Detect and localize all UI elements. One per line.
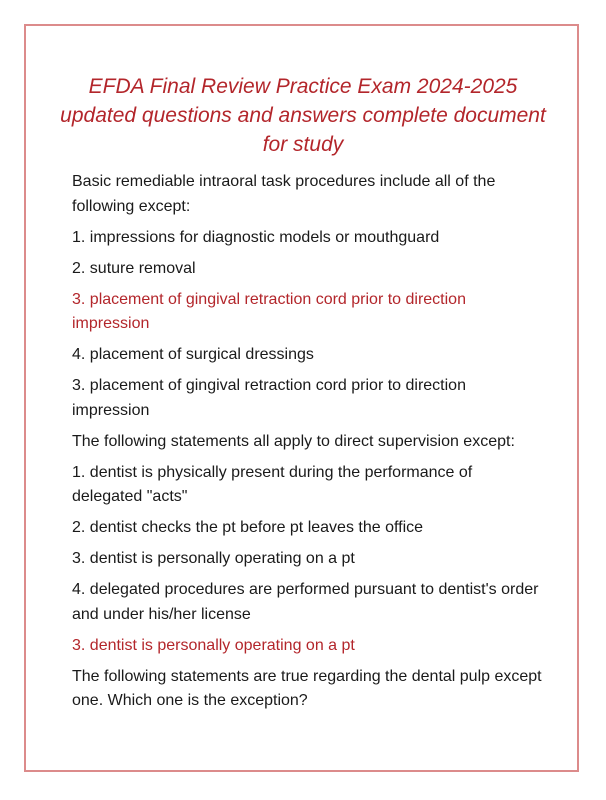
question-1-option-1: 1. impressions for diagnostic models or mouthguard xyxy=(72,228,440,246)
question-1-option-4: 4. placement of surgical dressings xyxy=(72,346,314,363)
question-2-text: The following statements all apply to direct supervision except: xyxy=(72,432,515,450)
question-3-text: The following statements are true regarding the dental pulp except one. Which one is the exception? xyxy=(72,667,542,709)
question-2-option-2: 2. dentist checks the pt before pt leaves the office xyxy=(72,519,424,536)
question-2-option-3: 3. dentist is personally operating on a pt xyxy=(72,550,355,567)
document-body xyxy=(72,170,542,720)
title-line-2: updated questions and answers complete document xyxy=(60,104,546,127)
question-1-option-2: 2. suture removal xyxy=(72,259,196,277)
question-1-text: Basic remediable intraoral task procedures include all of the following except: xyxy=(72,173,496,215)
question-2-option-4: 4. delegated procedures are performed pursuant to dentist's order and under his/her license xyxy=(72,581,539,623)
question-2-answer: 3. dentist is personally operating on a pt xyxy=(72,636,355,654)
title-line-3: for study xyxy=(262,133,344,156)
question-1-answer: 3. placement of gingival retraction cord prior to direction impression xyxy=(72,377,466,419)
question-2-option-1: 1. dentist is physically present during the performance of delegated "acts" xyxy=(72,463,473,505)
title-line-1: EFDA Final Review Practice Exam 2024-2025 xyxy=(88,75,518,98)
document-title xyxy=(60,72,546,159)
question-1-highlighted-option: 3. placement of gingival retraction cord prior to direction impression xyxy=(72,290,466,332)
